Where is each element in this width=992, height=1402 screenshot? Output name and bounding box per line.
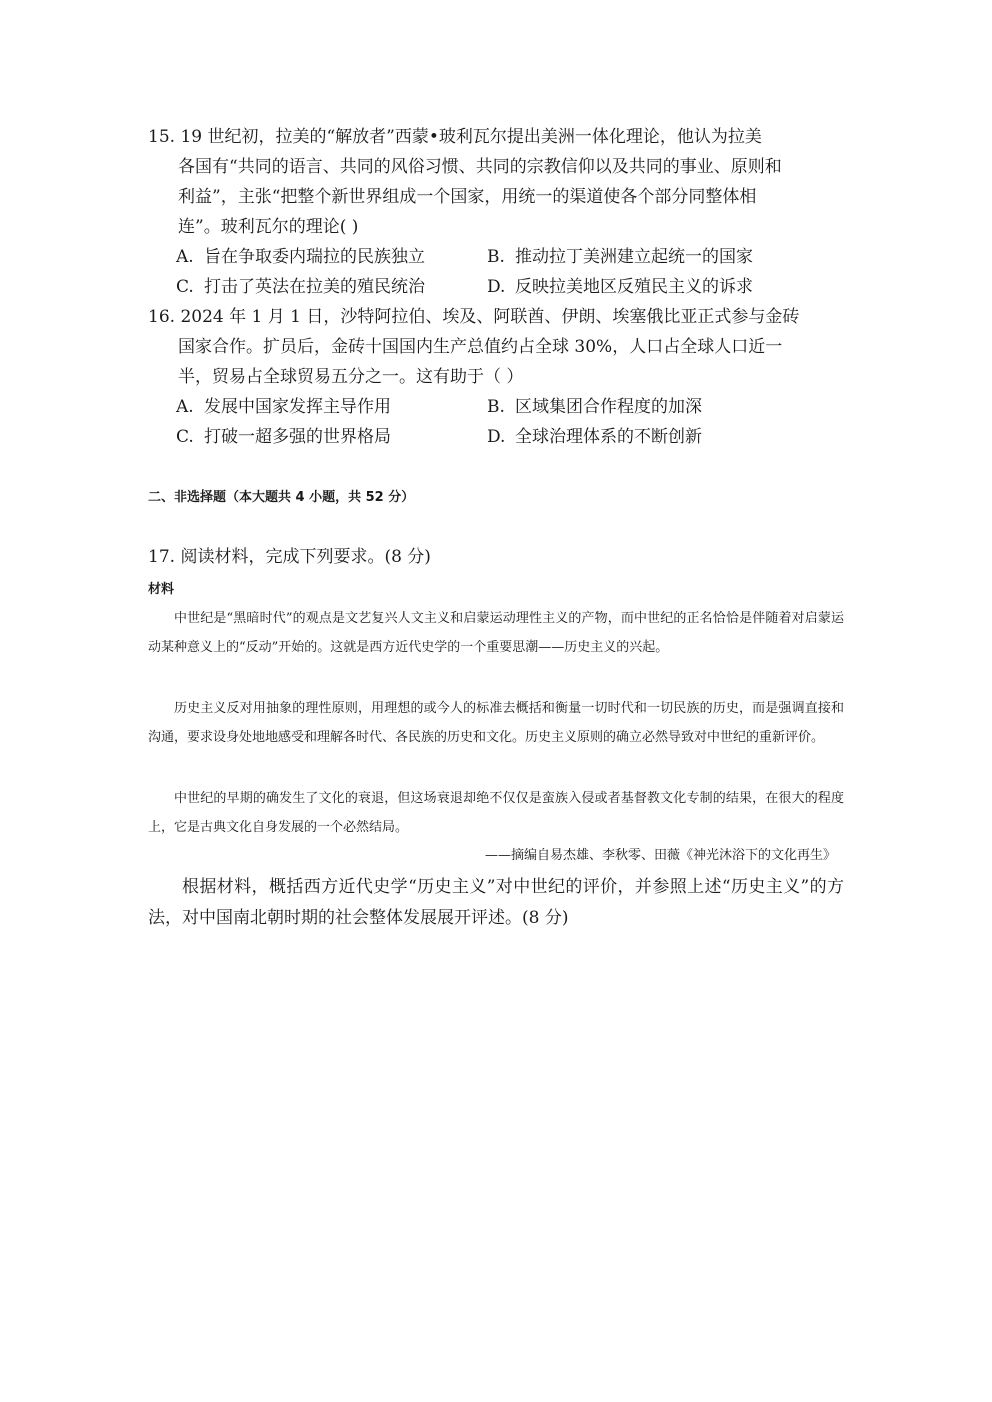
q16-option-c (176, 422, 391, 452)
q15-line-3: 利益”，主张“把整个新世界组成一个国家，用统一的渠道使各个部分同整体相 (178, 187, 757, 207)
q15-line-1: 15. 19 世纪初，拉美的“解放者”西蒙•玻利瓦尔提出美洲一体化理论，他认为拉美 (148, 127, 762, 147)
material-paragraph-3: 中世纪的早期的确发生了文化的衰退，但这场衰退却绝不仅仅是蛮族入侵或者基督教文化专制的结果，在很大的程度上，它是古典文化自身发展的一个必然结局。 (148, 791, 844, 835)
q16-option-b (487, 392, 702, 422)
option-key: A. (176, 397, 194, 417)
material-paragraph-2: 历史主义反对用抽象的理性原则，用理想的或今人的标准去概括和衡量一切时代和一切民族的历史，而是强调直接和沟通，要求设身处地地感受和理解各时代、各民族的历史和文化。历史主义原则的确立必然导致对中世纪的重新评价。 (148, 701, 844, 745)
q15-option-a (176, 242, 425, 272)
section-title: 二、非选择题（本大题共 4 小题，共 52 分） (148, 490, 415, 505)
material-paragraph-1: 中世纪是“黑暗时代”的观点是文艺复兴人文主义和启蒙运动理性主义的产物，而中世纪的正名恰恰是伴随着对启蒙运动某种意义上的“反动”开始的。这就是西方近代史学的一个重要思潮——历史主义的兴起。 (148, 611, 844, 655)
option-text: 旨在争取委内瑞拉的民族独立 (204, 247, 425, 267)
option-text: 反映拉美地区反殖民主义的诉求 (515, 277, 753, 297)
option-key: D. (487, 277, 506, 297)
option-key: A. (176, 247, 194, 267)
material-source: ——摘编自易杰雄、李秋零、田薇《神光沐浴下的文化再生》 (484, 848, 836, 863)
material-label: 材料 (148, 582, 175, 597)
q15-line-4: 连”。玻利瓦尔的理论( ) (178, 217, 359, 237)
q15-option-c (176, 272, 425, 302)
option-text: 打击了英法在拉美的殖民统治 (204, 277, 425, 297)
q17-requirement: 根据材料，概括西方近代史学“历史主义”对中世纪的评价，并参照上述“历史主义”的方法，对中国南北朝时期的社会整体发展展开评述。(8 分) (148, 877, 844, 928)
q16-option-d (487, 422, 702, 452)
option-text: 推动拉丁美洲建立起统一的国家 (515, 247, 753, 267)
option-key: B. (487, 247, 505, 267)
q16-line-1: 16. 2024 年 1 月 1 日，沙特阿拉伯、埃及、阿联酋、伊朗、埃塞俄比亚正式参与金砖 (148, 307, 800, 327)
option-key: D. (487, 427, 506, 447)
q15-option-b (487, 242, 753, 272)
q17-title: 17. 阅读材料，完成下列要求。(8 分) (148, 547, 431, 567)
option-text: 全球治理体系的不断创新 (515, 427, 702, 447)
q15-line-2: 各国有“共同的语言、共同的风俗习惯、共同的宗教信仰以及共同的事业、原则和 (178, 157, 782, 177)
q15-option-d (487, 272, 753, 302)
option-text: 发展中国家发挥主导作用 (204, 397, 391, 417)
option-text: 打破一超多强的世界格局 (204, 427, 391, 447)
option-key: B. (487, 397, 505, 417)
option-key: C. (176, 277, 194, 297)
q16-option-a (176, 392, 391, 422)
q16-line-3: 半，贸易占全球贸易五分之一。这有助于（ ） (178, 367, 524, 387)
option-key: C. (176, 427, 194, 447)
option-text: 区域集团合作程度的加深 (515, 397, 702, 417)
q16-line-2: 国家合作。扩员后，金砖十国国内生产总值约占全球 30%，人口占全球人口近一 (178, 337, 783, 357)
